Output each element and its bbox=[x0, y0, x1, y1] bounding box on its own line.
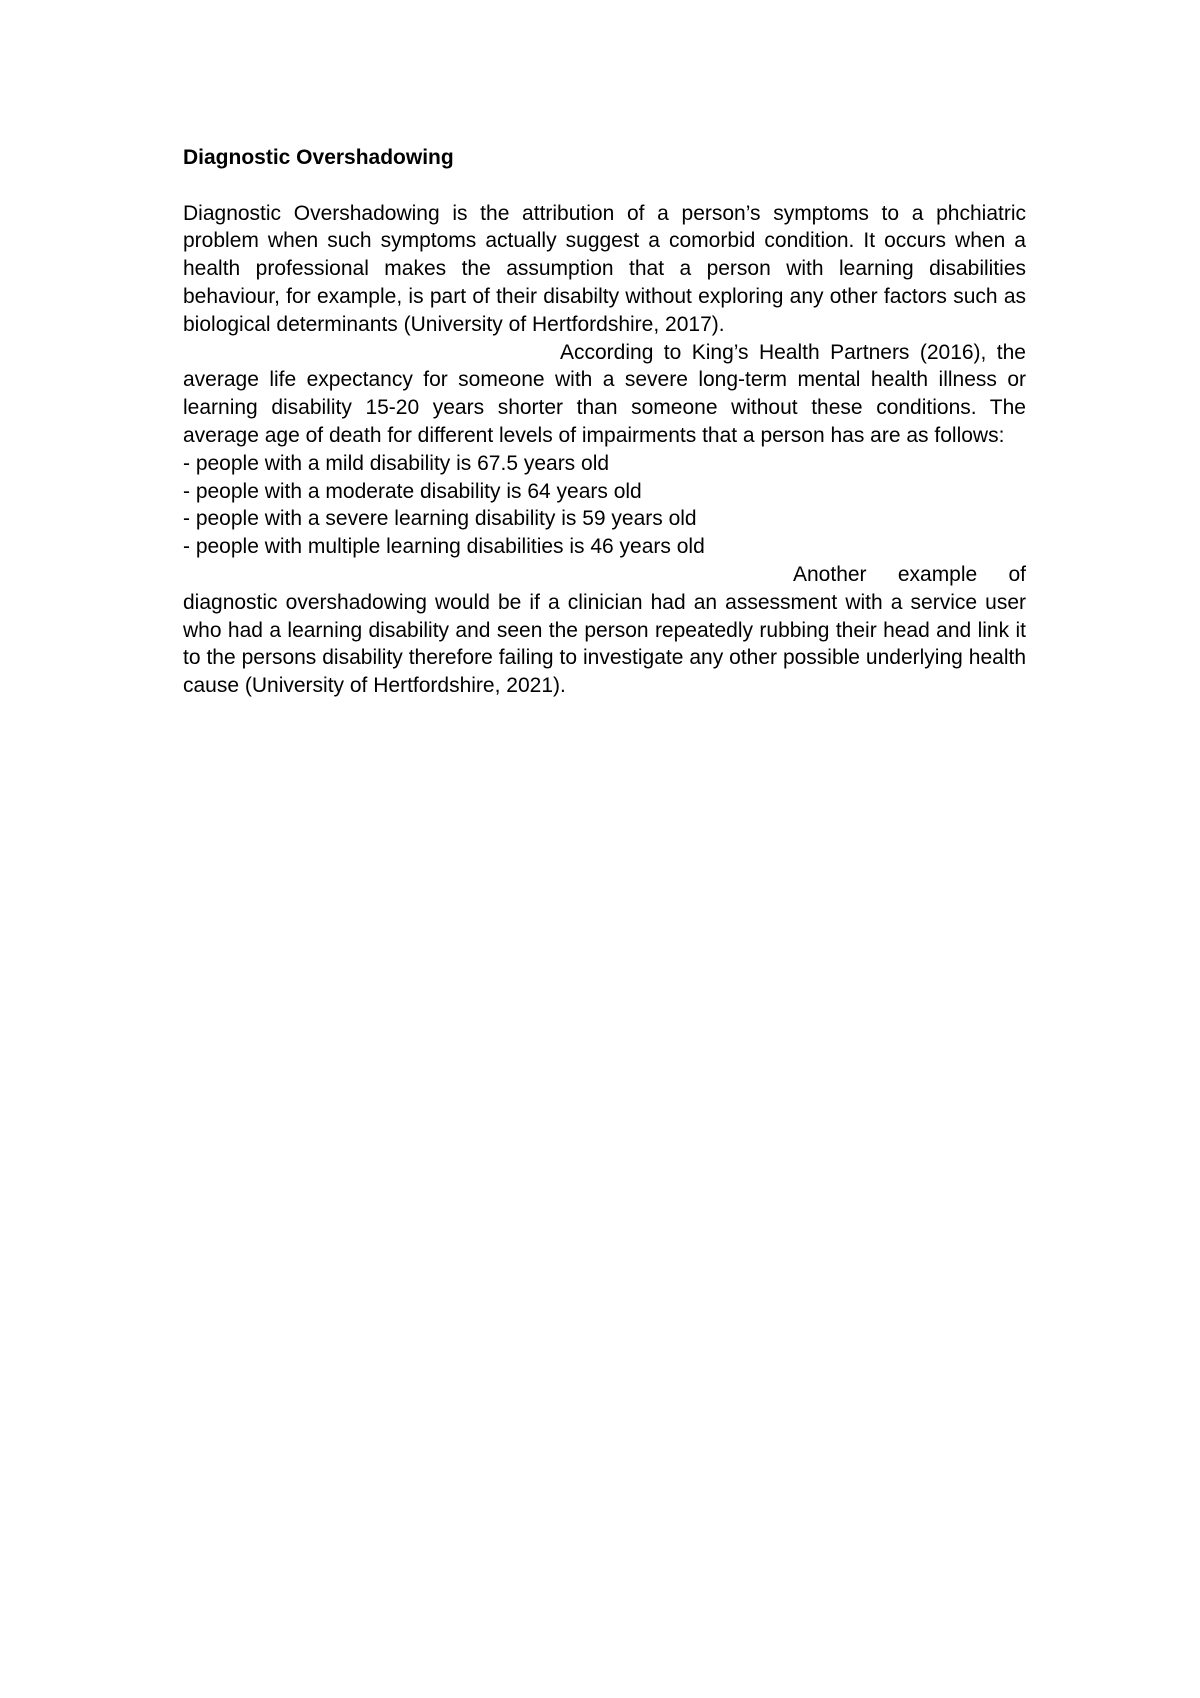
paragraph-definition: Diagnostic Overshadowing is the attribution of a person’s symptoms to a phchiatric problem when such symptoms actually suggest a comorbid condition. It occurs when a health professional makes the assumption that a person with learning disabilities behaviour, for example, is part of their disabilty without exploring any other factors such as biological determinants (University of Hertfordshire, 2017). bbox=[183, 201, 1026, 336]
document-title: Diagnostic Overshadowing bbox=[183, 146, 454, 169]
list-item: - people with a moderate disability is 64 years old bbox=[183, 479, 642, 503]
document-body bbox=[183, 144, 1026, 700]
list-item: - people with a mild disability is 67.5 years old bbox=[183, 451, 610, 475]
list-item: - people with multiple learning disabilities is 46 years old bbox=[183, 535, 705, 559]
paragraph-life-expectancy-text: According to King’s Health Partners (2016), the average life expectancy for someone with a severe long-term mental health illness or learning disability 15-20 years shorter than someone without these conditions. The average age of death for different levels of impairments that a person has are as follows: bbox=[183, 340, 1026, 447]
paragraph-life-expectancy bbox=[183, 339, 1026, 450]
list-item: - people with a severe learning disability is 59 years old bbox=[183, 507, 697, 531]
paragraph-example bbox=[183, 561, 1026, 700]
age-of-death-list bbox=[183, 450, 1026, 561]
paragraph-example-text: Another example of diagnostic overshadowing would be if a clinician had an assessment with a service user who had a learning disability and seen the person repeatedly rubbing their head and link it to the persons disability therefore failing to investigate any other possible underlying health cause (University of Hertfordshire, 2021). bbox=[183, 562, 1026, 698]
